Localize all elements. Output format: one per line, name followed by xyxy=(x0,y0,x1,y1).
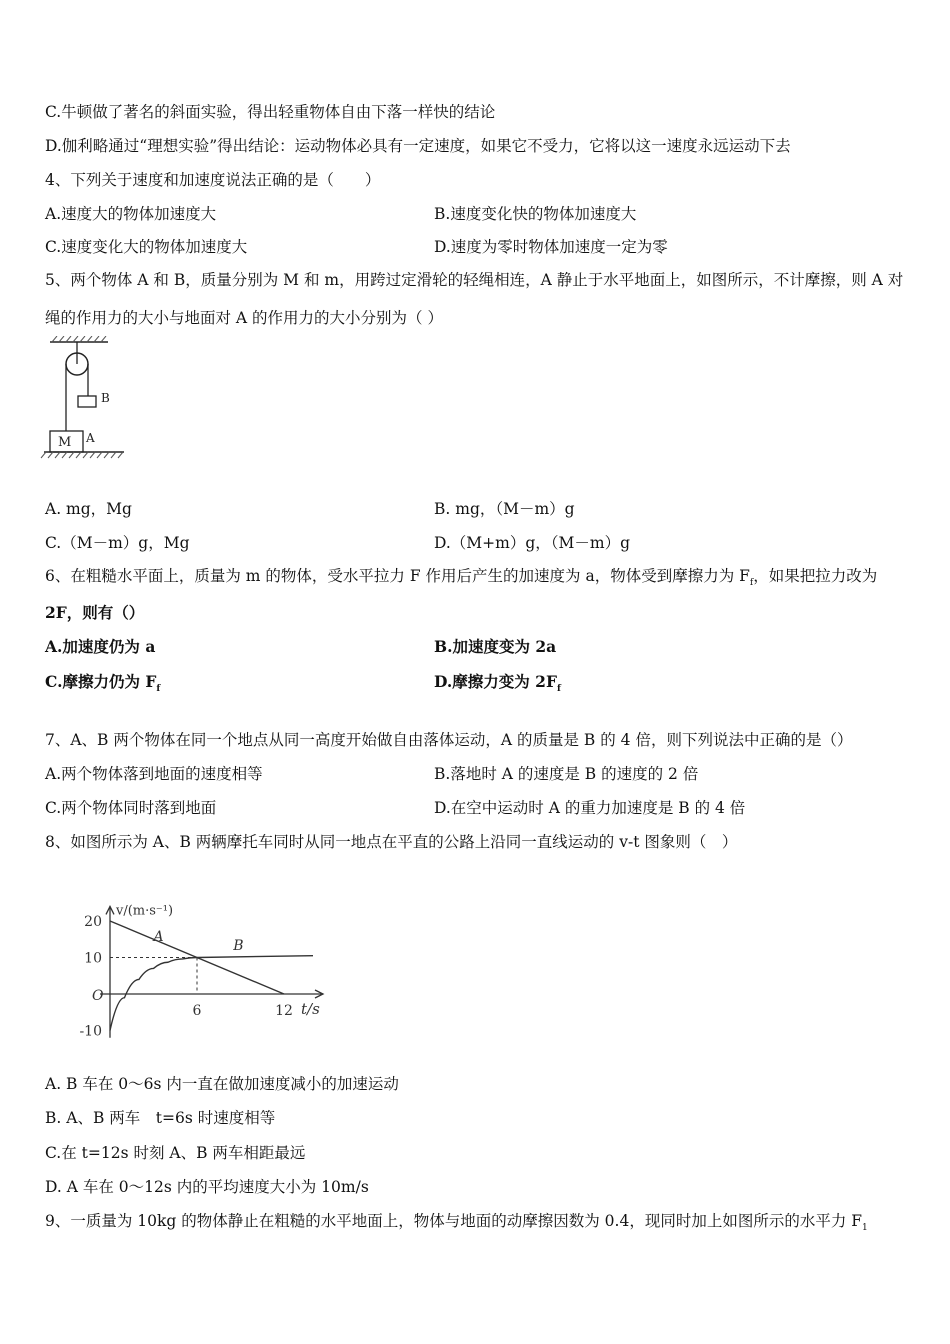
option-3d: D.伽利略通过“理想实验”得出结论：运动物体必具有一定速度，如果它不受力，它将以这一速度永远运动下去 xyxy=(45,137,791,155)
block-B xyxy=(78,396,96,407)
x-tick-label: 6 xyxy=(192,1003,202,1019)
series-b-label: B xyxy=(233,938,244,955)
y-tick-label: 20 xyxy=(84,914,102,930)
option-7b: B.落地时 A 的速度是 B 的速度的 2 倍 xyxy=(434,765,699,783)
option-6b: B.加速度变为 2a xyxy=(434,637,557,656)
label-M: M xyxy=(58,435,72,450)
ceiling-hatch xyxy=(52,336,106,342)
option-7c: C.两个物体同时落到地面 xyxy=(45,799,217,817)
question-4: 4、下列关于速度和加速度说法正确的是（ ） xyxy=(45,171,381,189)
y-tick-label: 10 xyxy=(84,950,102,967)
option-7a: A.两个物体落到地面的速度相等 xyxy=(45,765,263,783)
question-7: 7、A、B 两个物体在同一个地点从同一高度开始做自由落体运动，A 的质量是 B 的 4 倍，则下列说法中正确的是（） xyxy=(45,731,853,749)
question-6-line2: 2F，则有（） xyxy=(45,603,145,622)
pulley-figure xyxy=(40,336,130,466)
option-8b: B. A、B 两车 t=6s 时速度相等 xyxy=(45,1109,276,1127)
option-8a: A. B 车在 0～6s 内一直在做加速度减小的加速运动 xyxy=(45,1075,399,1093)
option-5d: D.（M+m）g，（M－m）g xyxy=(434,534,631,552)
question-5-line2: 绳的作用力的大小与地面对 A 的作用力的大小分别为（ ） xyxy=(45,309,443,327)
label-B: B xyxy=(101,391,110,405)
question-6-line1: 6、在粗糙水平面上，质量为 m 的物体，受水平拉力 F 作用后产生的加速度为 a，物体受到摩擦力为 $F_f$，如果把拉力改为 xyxy=(45,567,878,589)
question-8: 8、如图所示为 A、B 两辆摩托车同时从同一地点在平直的公路上沿同一直线运动的 v-t 图象则（ ） xyxy=(45,833,738,851)
x-tick-label: 12 xyxy=(275,1003,293,1019)
question-5-line1: 5、两个物体 A 和 B，质量分别为 M 和 m，用跨过定滑轮的轻绳相连，A 静止于水平地面上，如图所示，不计摩擦，则 A 对 xyxy=(45,271,904,289)
ground-hatch xyxy=(41,452,123,458)
option-7d: D.在空中运动时 A 的重力加速度是 B 的 4 倍 xyxy=(434,799,746,817)
option-5b: B. mg，（M－m）g xyxy=(434,500,575,518)
option-6d: D.摩擦力变为 $2F_f$ xyxy=(434,672,561,695)
y-axis-label: v/(m·s⁻¹) xyxy=(116,903,174,919)
option-5a: A. mg，Mg xyxy=(45,500,132,518)
y-tick-label: -10 xyxy=(79,1023,102,1040)
option-4a: A.速度大的物体加速度大 xyxy=(45,205,217,223)
question-9: 9、一质量为 10kg 的物体静止在粗糙的水平地面上，物体与地面的动摩擦因数为 0.4，现同时加上如图所示的水平力 $F_1$ xyxy=(45,1212,868,1234)
option-6a: A.加速度仍为 a xyxy=(45,637,156,656)
vt-chart xyxy=(60,868,340,1053)
option-5c: C.（M－m）g，Mg xyxy=(45,534,190,552)
label-A: A xyxy=(86,431,95,445)
x-axis-label: t/s xyxy=(301,1000,320,1018)
option-4d: D.速度为零时物体加速度一定为零 xyxy=(434,238,668,256)
option-8c: C.在 t=12s 时刻 A、B 两车相距最远 xyxy=(45,1144,306,1162)
option-4b: B.速度变化快的物体加速度大 xyxy=(434,205,637,223)
option-8d: D. A 车在 0～12s 内的平均速度大小为 10m/s xyxy=(45,1178,369,1196)
series-a-label: A xyxy=(153,929,164,946)
option-4c: C.速度变化大的物体加速度大 xyxy=(45,238,248,256)
option-6c: C.摩擦力仍为 $F_f$ xyxy=(45,672,161,695)
origin-label: O xyxy=(92,988,104,1004)
option-3c: C.牛顿做了著名的斜面实验，得出轻重物体自由下落一样快的结论 xyxy=(45,103,496,121)
